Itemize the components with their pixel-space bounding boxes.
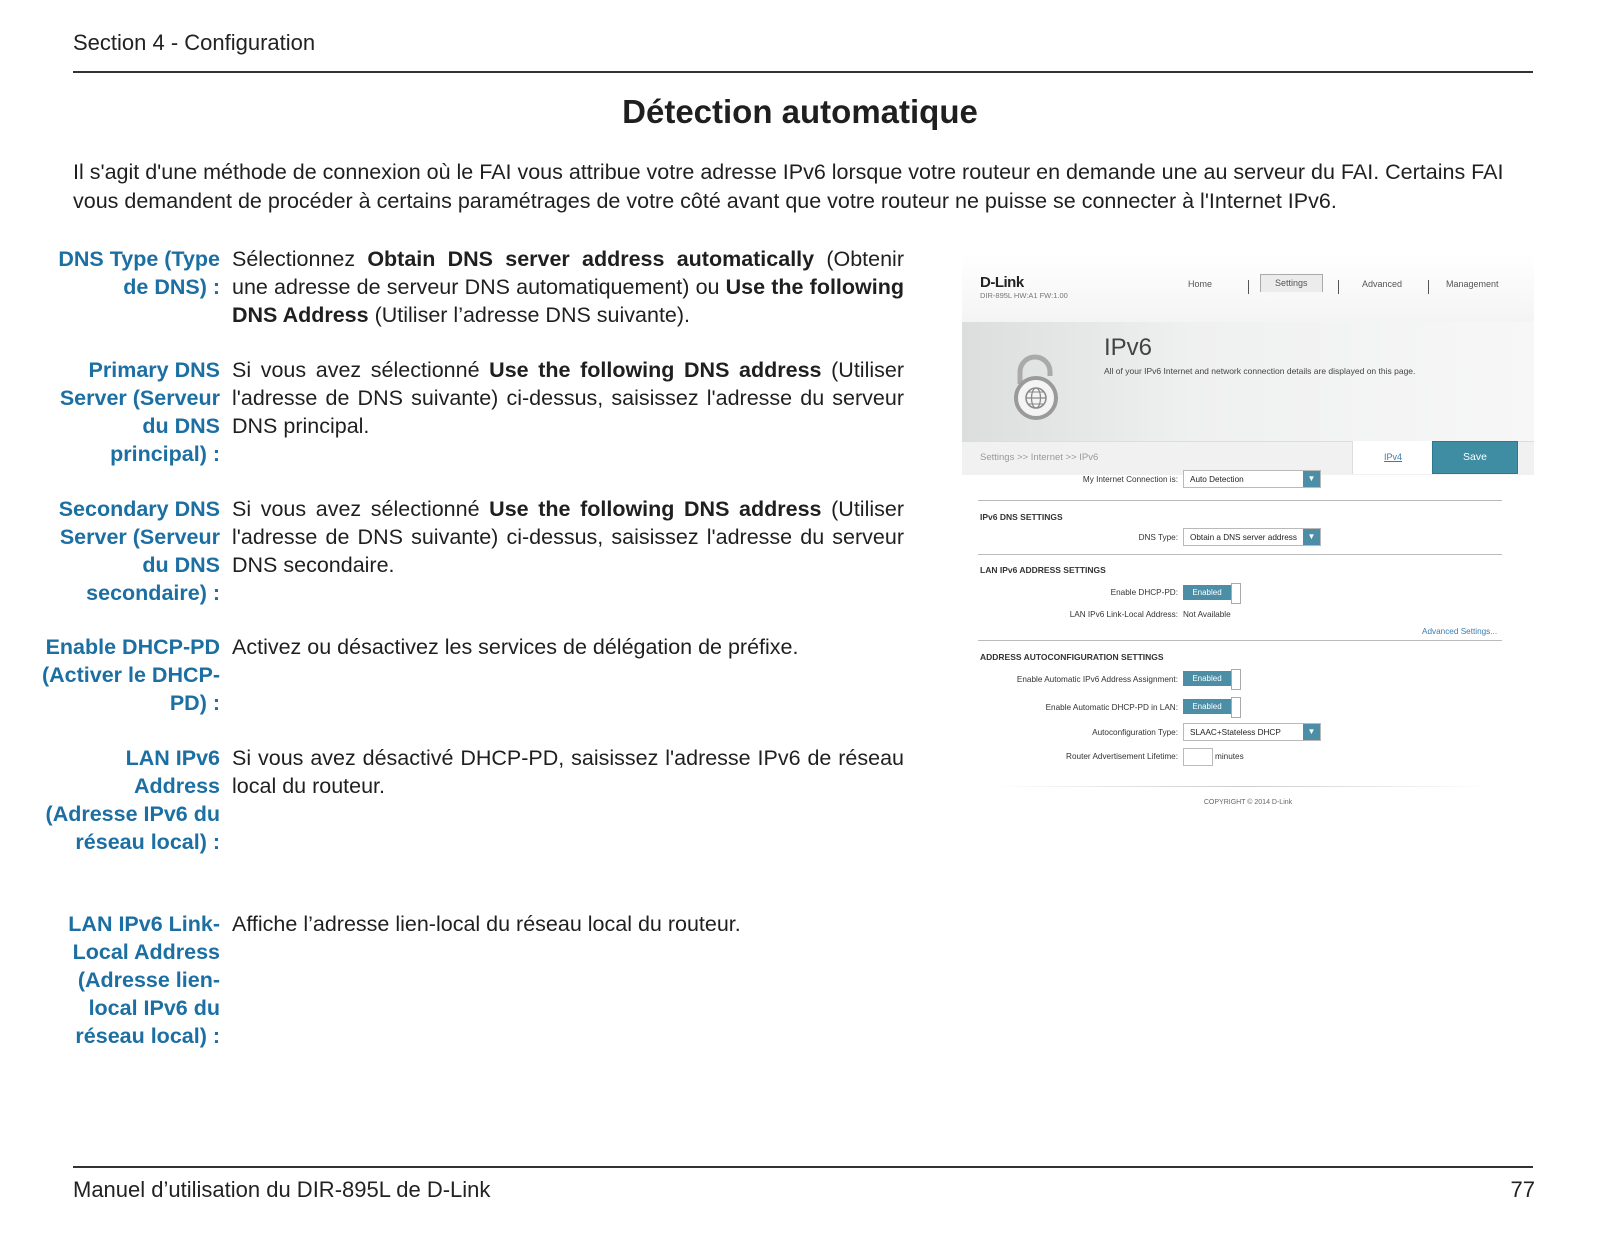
dns-type-select[interactable] bbox=[1183, 528, 1321, 546]
connection-label: My Internet Connection is: bbox=[1082, 475, 1178, 484]
auto-dhcppd-toggle[interactable] bbox=[1183, 697, 1241, 717]
divider bbox=[978, 640, 1502, 641]
model-info: DIR-895L HW:A1 FW:1.00 bbox=[980, 291, 1068, 300]
chevron-down-icon: ▼ bbox=[1303, 724, 1320, 740]
autoconf-section-title: ADDRESS AUTOCONFIGURATION SETTINGS bbox=[980, 652, 1164, 662]
bold-option-name: Use the following DNS address bbox=[489, 497, 822, 521]
header-rule bbox=[73, 71, 1533, 73]
term-link-local: LAN IPv6 Link-Local Address (Adresse lien-local IPv6 du réseau local) : bbox=[68, 912, 220, 1048]
router-ui-screenshot bbox=[962, 254, 1534, 834]
auto-dhcppd-label: Enable Automatic DHCP-PD in LAN: bbox=[1045, 703, 1178, 712]
copyright: COPYRIGHT © 2014 D-Link bbox=[1203, 799, 1293, 806]
dns-type-label: DNS Type: bbox=[1138, 533, 1178, 542]
auto-assign-toggle[interactable] bbox=[1183, 669, 1241, 689]
breadcrumb: Settings >> Internet >> IPv6 bbox=[980, 452, 1099, 463]
divider bbox=[978, 500, 1502, 501]
minutes-label: minutes bbox=[1215, 752, 1244, 761]
dlink-logo: D-Link bbox=[980, 274, 1024, 291]
ra-lifetime-label: Router Advertisement Lifetime: bbox=[1066, 752, 1178, 761]
ipv4-link[interactable]: IPv4 bbox=[1352, 441, 1433, 474]
page-title: Détection automatique bbox=[622, 93, 978, 130]
dhcppd-toggle[interactable] bbox=[1183, 583, 1241, 603]
def-lan-ipv6-address: Si vous avez désactivé DHCP-PD, saisissez l'adresse IPv6 de réseau local du routeur. bbox=[232, 746, 904, 798]
auto-assign-label: Enable Automatic IPv6 Address Assignment: bbox=[1016, 675, 1178, 684]
lan-section-title: LAN IPv6 ADDRESS SETTINGS bbox=[980, 565, 1106, 575]
footer-rule bbox=[73, 1166, 1533, 1168]
term-primary-dns: Primary DNS Server (Serveur du DNS principal) : bbox=[59, 358, 220, 466]
linklocal-value: Not Available bbox=[1183, 610, 1231, 619]
footer-divider bbox=[992, 786, 1492, 787]
toggle-knob bbox=[1231, 697, 1241, 718]
bold-option-name: Use the following DNS address bbox=[489, 358, 822, 382]
connection-value: Auto Detection bbox=[1190, 475, 1244, 484]
term-secondary-dns: Secondary DNS Server (Serveur du DNS secondaire) : bbox=[58, 497, 220, 605]
chevron-down-icon: ▼ bbox=[1303, 529, 1320, 545]
advanced-settings-link[interactable]: Advanced Settings... bbox=[1422, 627, 1498, 636]
toggle-state: Enabled bbox=[1183, 699, 1231, 714]
bold-option-name: Obtain DNS server address automatically bbox=[367, 247, 815, 271]
ra-lifetime-input[interactable] bbox=[1183, 748, 1213, 766]
nav-advanced[interactable]: Advanced bbox=[1362, 279, 1403, 289]
autoconf-type-select[interactable] bbox=[1183, 723, 1321, 741]
def-enable-dhcppd: Activez ou désactivez les services de délégation de préfixe. bbox=[232, 635, 799, 659]
dhcppd-label: Enable DHCP-PD: bbox=[1110, 588, 1178, 597]
def-secondary-dns: Si vous avez sélectionné Use the following DNS address (Utiliser l'adresse de DNS suivante) ci-dessus, saisissez l'adresse du serveur DNS secondaire. bbox=[232, 497, 904, 577]
toggle-state: Enabled bbox=[1183, 671, 1231, 686]
linklocal-label: LAN IPv6 Link-Local Address: bbox=[1069, 610, 1178, 619]
term-dns-type: DNS Type (Type de DNS) : bbox=[58, 247, 220, 299]
bold-option-name: Use the following DNS Address bbox=[232, 275, 904, 327]
lock-globe-icon bbox=[1012, 354, 1060, 420]
save-button[interactable]: Save bbox=[1432, 441, 1518, 474]
ipv6-subtitle: All of your IPv6 Internet and network connection details are displayed on this page. bbox=[1104, 366, 1416, 376]
divider bbox=[978, 554, 1502, 555]
def-dns-type: Sélectionnez Obtain DNS server address automatically (Obtenir une adresse de serveur DNS automatiquement) ou Use the following DNS Address (Utiliser l’adresse DNS suivante). bbox=[232, 247, 904, 327]
chevron-down-icon: ▼ bbox=[1303, 471, 1320, 487]
nav-separator bbox=[1428, 280, 1429, 294]
term-enable-dhcppd: Enable DHCP-PD (Activer le DHCP-PD) : bbox=[41, 635, 220, 715]
toggle-state: Enabled bbox=[1183, 585, 1231, 600]
def-primary-dns: Si vous avez sélectionné Use the following DNS address (Utiliser l'adresse de DNS suivante) ci-dessus, saisissez l'adresse du serveur DNS principal. bbox=[232, 358, 904, 438]
dns-section-title: IPv6 DNS SETTINGS bbox=[980, 512, 1063, 522]
autoconf-type-value: SLAAC+Stateless DHCP bbox=[1190, 728, 1281, 737]
intro-paragraph: Il s'agit d'une méthode de connexion où le FAI vous attribue votre adresse IPv6 lorsque votre routeur en demande une au serveur du FAI. Certains FAI vous demandent de procéder à certains paramétrages de votre côté avant que votre routeur ne puisse se connecter à l'Internet IPv6. bbox=[73, 160, 1504, 213]
footer-manual: Manuel d’utilisation du DIR-895L de D-Link bbox=[73, 1177, 491, 1202]
nav-settings[interactable]: Settings bbox=[1260, 274, 1323, 292]
term-lan-ipv6-address: LAN IPv6 Address (Adresse IPv6 du réseau local) : bbox=[45, 746, 220, 854]
nav-management[interactable]: Management bbox=[1446, 279, 1499, 289]
autoconf-type-label: Autoconfiguration Type: bbox=[1092, 728, 1178, 737]
connection-select[interactable] bbox=[1183, 470, 1321, 488]
nav-separator bbox=[1248, 280, 1249, 294]
section-header: Section 4 - Configuration bbox=[73, 30, 316, 55]
toggle-knob bbox=[1231, 669, 1241, 690]
ipv6-title: IPv6 bbox=[1104, 334, 1153, 361]
nav-home[interactable]: Home bbox=[1188, 279, 1213, 289]
dns-type-value: Obtain a DNS server address bbox=[1190, 533, 1297, 542]
toggle-knob bbox=[1231, 583, 1241, 604]
def-link-local: Affiche l’adresse lien-local du réseau local du routeur. bbox=[232, 912, 741, 936]
page-number: 77 bbox=[1510, 1177, 1535, 1202]
nav-separator bbox=[1338, 280, 1339, 294]
